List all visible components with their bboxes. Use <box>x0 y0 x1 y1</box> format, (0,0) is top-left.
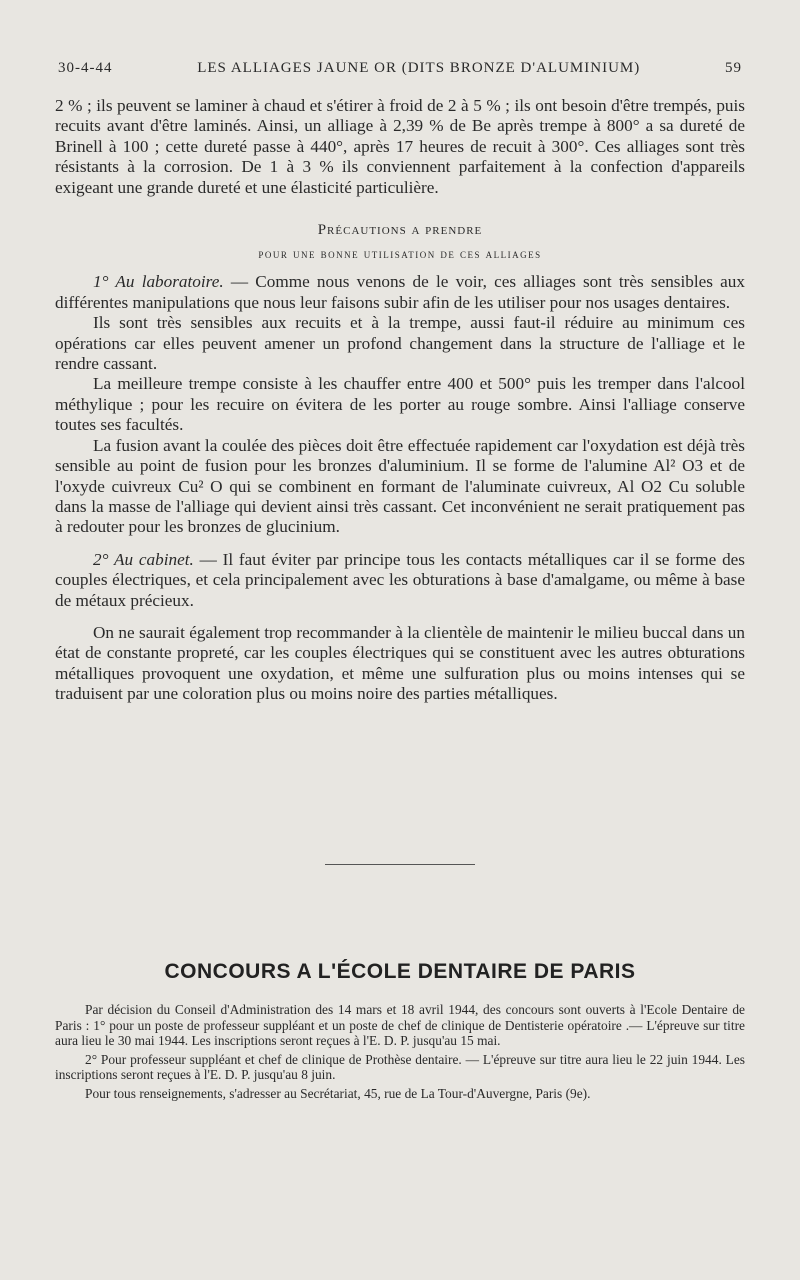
concours-paragraph-3: Pour tous renseignements, s'adresser au Secrétariat, 45, rue de La Tour-d'Auvergne, Paris (9e). <box>85 1085 591 1101</box>
cabinet-heading: 2° Au cabinet. <box>93 549 194 569</box>
laboratoire-heading: 1° Au laboratoire. <box>93 272 224 292</box>
intro-paragraph: 2 % ; ils peuvent se laminer à chaud et s'étirer à froid de 2 à 5 % ; ils ont besoin d'être trempés, puis recuits avant d'être laminés. Ainsi, un alliage à 2,39 % de Be après trempe à 800° a sa dureté de Brinell à 100 ; cette dureté passe à 440°, après 17 heures de recuit à 300°. Ces alliages sont très résistants à la corrosion. De 1 à 3 % ils conviennent parfaitement à la confection d'appareils exigeant une grande dureté et une élasticité particulière. <box>55 96 745 197</box>
cabinet-text-1: — Il faut éviter par principe tous les contacts métalliques car il se forme des couples électriques, et cela principalement avec les obturations à base d'amalgame, ou même à base de métaux précieux. <box>55 549 745 610</box>
laboratoire-paragraph <box>55 272 745 313</box>
cabinet-text-2: On ne saurait également trop recommander à la clientèle de maintenir le milieu buccal dans un état de constante propreté, car les couples électriques qui se constituent avec les autres obturations métalliques provoquent une oxydation, et même une sulfuration plus ou moins intenses qui se traduisent par une coloration plus ou moins noire des parties métalliques. <box>55 622 745 704</box>
section-subtitle: pour une bonne utilisation de ces alliages <box>258 247 542 262</box>
section-title: Précautions a prendre <box>317 222 483 239</box>
laboratoire-text-4: La fusion avant la coulée des pièces doit être effectuée rapidement car l'oxydation est déjà très sensible au point de fusion pour les bronzes d'aluminium. Il se forme de l'alumine Al² O3 et de l'oxyde cuivreux Cu² O qui se combinent en formant de l'aluminate cuivreux, Al O2 Cu soluble dans la masse de l'alliage qui devient ainsi très cassant. Cet inconvénient ne serait pratiquement pas à redouter pour les bronzes de glucinium. <box>55 435 745 537</box>
laboratoire-text-2: Ils sont très sensibles aux recuits et à la trempe, aussi faut-il réduire au minimum ces opérations car elles peuvent amener un profond changement dans la structure de l'alliage et le rendre cassant. <box>55 313 745 374</box>
article-body <box>55 96 745 705</box>
running-header <box>58 60 742 77</box>
concours-paragraph-1: Par décision du Conseil d'Administration des 14 mars et 18 avril 1944, des concours sont ouverts à l'Ecole Dentaire de Paris : 1° pour un poste de professeur suppléant et un poste de chef de clinique de Dentisterie opératoire .— L'épreuve sur titre aura lieu le 30 mai 1944. Les inscriptions seront reçues à l'E. D. P. jusqu'au 15 mai. <box>55 1002 745 1049</box>
concours-notice <box>55 1002 745 1105</box>
concours-paragraph-2: 2° Pour professeur suppléant et chef de clinique de Prothèse dentaire. — L'épreuve sur titre aura lieu le 22 juin 1944. Les inscriptions seront reçues à l'E. D. P. jusqu'au 8 juin. <box>55 1051 745 1083</box>
concours-title: CONCOURS A L'ÉCOLE DENTAIRE DE PARIS <box>164 960 636 983</box>
header-title: LES ALLIAGES JAUNE OR (DITS BRONZE D'ALUMINIUM) <box>197 60 641 76</box>
page-number: 59 <box>724 60 742 76</box>
section-divider <box>325 864 475 865</box>
laboratoire-text-1: — Comme nous venons de le voir, ces alliages sont très sensibles aux différentes manipulations que nous leur faisons subir afin de les utiliser pour nos usages dentaires. <box>55 272 745 312</box>
header-date: 30-4-44 <box>58 60 113 76</box>
cabinet-paragraph <box>55 550 745 611</box>
laboratoire-text-3: La meilleure trempe consiste à les chauffer entre 400 et 500° puis les tremper dans l'alcool méthylique ; pour les recuire on évitera de les porter au rouge sombre. Ainsi l'alliage conserve toutes ses facultés. <box>55 374 745 435</box>
